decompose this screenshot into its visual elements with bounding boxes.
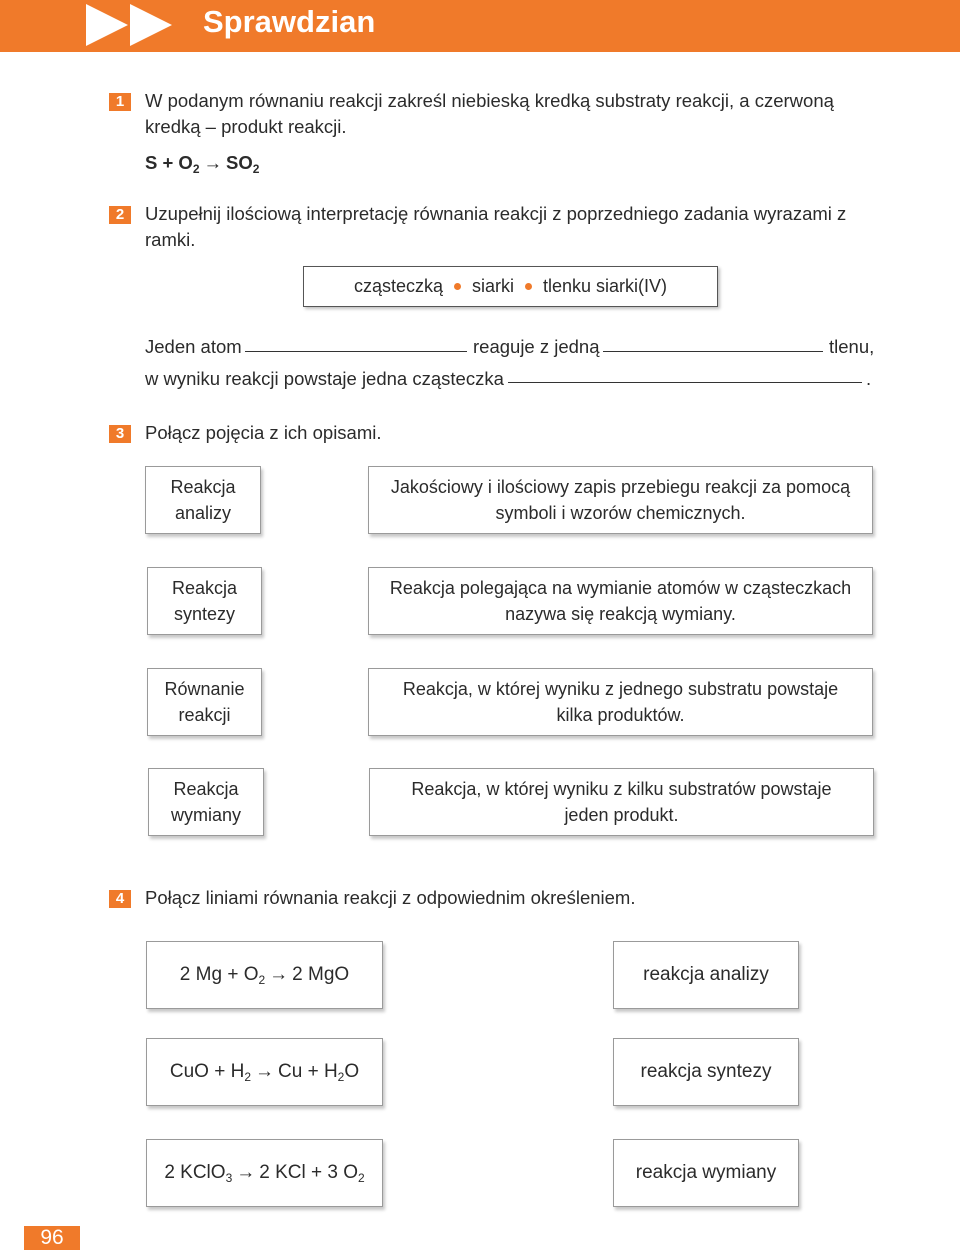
equation-subscript: 2 [258,973,266,987]
word-bank-item: siarki [472,276,515,296]
equation-card[interactable] [146,941,383,1009]
equation-card[interactable] [146,1139,383,1207]
equation-subscript: 2 [252,162,260,176]
equation-subscript: 2 [192,162,200,176]
double-play-arrow-icon [86,2,176,48]
reaction-type-card[interactable]: reakcja wymiany [613,1139,799,1207]
bullet-dot-icon [525,283,532,290]
page-title: Sprawdzian [203,4,376,39]
description-line: Jakościowy i ilościowy zapis przebiegu reakcji za pomocą [390,477,851,497]
equation-subscript: 2 [244,1070,251,1084]
description-line: nazywa się reakcją wymiany. [505,604,736,624]
task-4-instruction: Połącz liniami równania reakcji z odpowiednim określeniem. [145,887,636,908]
task-number-1: 1 [109,93,131,111]
task-number-4: 4 [109,890,131,908]
equation-text: 2 KClO [164,1162,226,1183]
task-number-2: 2 [109,206,131,224]
equation-card[interactable] [146,1038,383,1106]
term-card[interactable] [147,668,262,736]
reaction-arrow-icon: → [255,1061,274,1082]
description-line: Reakcja, w której wyniku z kilku substratów powstaje [411,779,832,799]
term-line: syntezy [173,604,236,624]
sentence-part: tlenu, [829,336,875,357]
term-line: Reakcja [170,477,236,497]
sentence-part: w wyniku reakcji powstaje jedna cząsteczka [145,368,504,389]
term-card[interactable] [145,466,261,534]
equation-text: CuO + H [169,1061,245,1082]
header-bar [0,0,960,52]
term-card[interactable] [147,567,262,635]
reaction-arrow-icon: → [236,1162,256,1183]
description-line: Reakcja, w której wyniku z jednego substratu powstaje [402,679,839,699]
term-line: Równanie [164,679,245,699]
term-card[interactable] [148,768,264,836]
reaction-arrow-icon: → [203,152,223,173]
reaction-type-card[interactable]: reakcja analizy [613,941,799,1009]
word-bank [303,266,718,307]
description-line: Reakcja polegająca na wymianie atomów w cząsteczkach [389,578,852,598]
sentence-part: reaguje z jedną [473,336,600,357]
equation-text: 2 Mg + O [179,964,259,985]
description-line: jeden produkt. [564,805,679,825]
term-line: reakcji [178,705,231,725]
term-line: Reakcja [171,578,238,598]
equation-subscript: 3 [225,1171,233,1185]
equation-text: Cu + H [278,1061,338,1082]
description-line: symboli i wzorów chemicznych. [495,503,746,523]
task-1-instruction: W podanym równaniu reakcji zakreśl niebieską kredką substraty reakcji, a czerwoną kredką – produkt reakcji. [145,90,834,137]
page-number: 96 [24,1226,80,1250]
description-card[interactable] [368,668,873,736]
word-bank-item: cząsteczką [353,276,443,296]
equation-reactants: S + O [145,152,193,173]
task-2-instruction: Uzupełnij ilościową interpretację równania reakcji z poprzedniego zadania wyrazami z ramki. [145,203,847,250]
reaction-arrow-icon: → [269,964,289,985]
equation-subscript: 2 [358,1171,365,1185]
fill-in-blank-3[interactable] [508,382,862,383]
reaction-type-card[interactable]: reakcja syntezy [613,1038,799,1106]
fill-in-blank-1[interactable] [245,351,467,352]
fill-in-blank-2[interactable] [603,351,823,352]
term-line: wymiany [170,805,241,825]
equation-text: O [344,1061,360,1082]
equation-product: SO [226,152,253,173]
task-3-instruction: Połącz pojęcia z ich opisami. [145,422,382,443]
bullet-dot-icon [454,283,461,290]
equation-subscript: 2 [337,1070,345,1084]
task-1-equation [145,150,259,176]
equation-text: 2 KCl + 3 O [259,1162,358,1183]
description-line: kilka produktów. [556,705,685,725]
sentence-part: Jeden atom [145,336,242,357]
description-card[interactable] [369,768,874,836]
description-card[interactable] [368,567,873,635]
task-number-3: 3 [109,425,131,443]
term-line: analizy [174,503,232,523]
description-card[interactable] [368,466,873,534]
equation-text: 2 MgO [292,964,350,985]
word-bank-item: tlenku siarki(IV) [543,276,668,296]
sentence-part: . [866,368,872,389]
term-line: Reakcja [173,779,239,799]
